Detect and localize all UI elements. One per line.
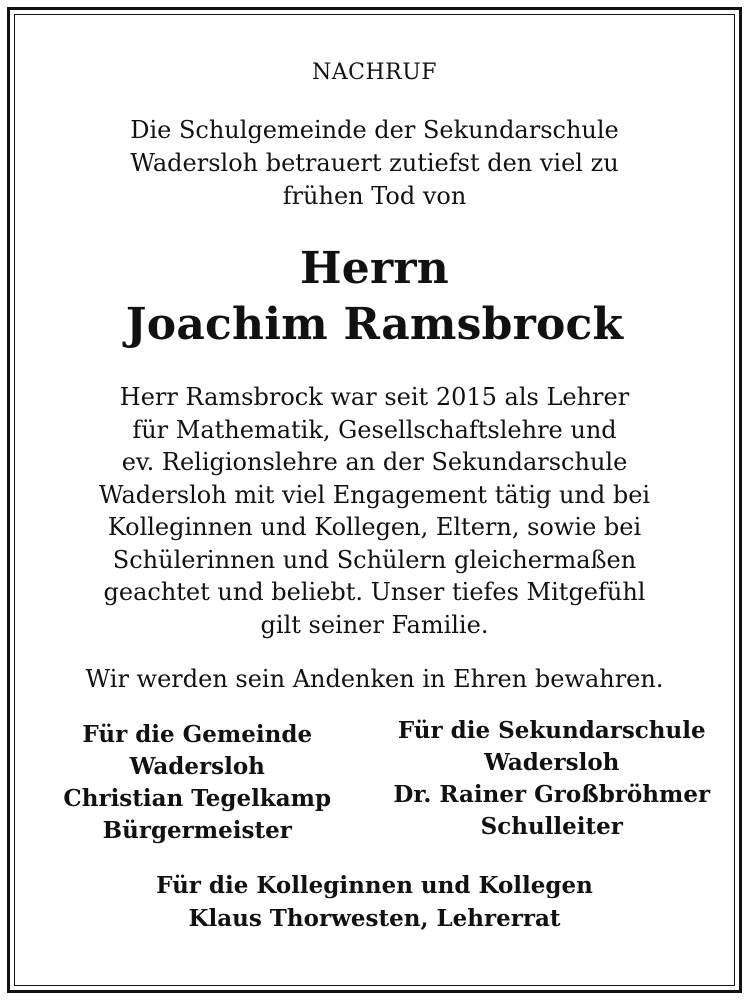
signature-gemeinde	[20, 715, 375, 847]
body-line: Kolleginnen und Kollegen, Eltern, sowie bei	[107, 513, 642, 541]
obituary-content	[20, 58, 729, 935]
body-line: Herr Ramsbrock war seit 2015 als Lehrer	[119, 383, 630, 411]
deceased-name-block	[20, 241, 729, 353]
signature-line: Wadersloh	[129, 753, 265, 780]
signature-line: Christian Tegelkamp	[63, 785, 332, 812]
closing-line: Wir werden sein Andenken in Ehren bewahren.	[85, 665, 664, 693]
signature-line: Klaus Thorwesten, Lehrerrat	[188, 905, 561, 932]
signature-line: Wadersloh	[484, 749, 620, 776]
intro-line: frühen Tod von	[282, 182, 467, 210]
body-line: Wadersloh mit viel Engagement tätig und bei	[98, 480, 651, 509]
signature-kollegium	[20, 869, 729, 935]
body-line: ev. Religionslehre an der Sekundarschule	[121, 448, 628, 476]
signatures-row	[20, 715, 729, 847]
body-paragraph	[20, 381, 729, 641]
signature-line: Bürgermeister	[102, 817, 292, 844]
intro-line: Die Schulgemeinde der Sekundarschule	[130, 116, 619, 144]
body-line: Schülerinnen und Schülern gleichermaßen	[112, 545, 637, 574]
obituary-heading: NACHRUF	[311, 60, 438, 85]
signature-line: Dr. Rainer Großbröhmer	[393, 781, 711, 808]
body-line: für Mathematik, Gesellschaftslehre und	[132, 415, 617, 444]
signature-line: Für die Gemeinde	[82, 721, 313, 748]
signature-line: Schulleiter	[480, 813, 623, 840]
deceased-salutation: Herrn	[300, 243, 449, 294]
signature-sekundarschule	[375, 715, 730, 847]
deceased-name: Joachim Ramsbrock	[125, 299, 624, 350]
body-line: gilt seiner Familie.	[260, 610, 489, 639]
signature-line: Für die Kolleginnen und Kollegen	[156, 872, 593, 899]
intro-paragraph	[20, 114, 729, 213]
closing-sentence	[20, 663, 729, 695]
signature-line: Für die Sekundarschule	[397, 717, 706, 744]
body-line: geachtet und beliebt. Unser tiefes Mitgefühl	[103, 578, 646, 606]
intro-line: Wadersloh betrauert zutiefst den viel zu	[130, 149, 619, 177]
